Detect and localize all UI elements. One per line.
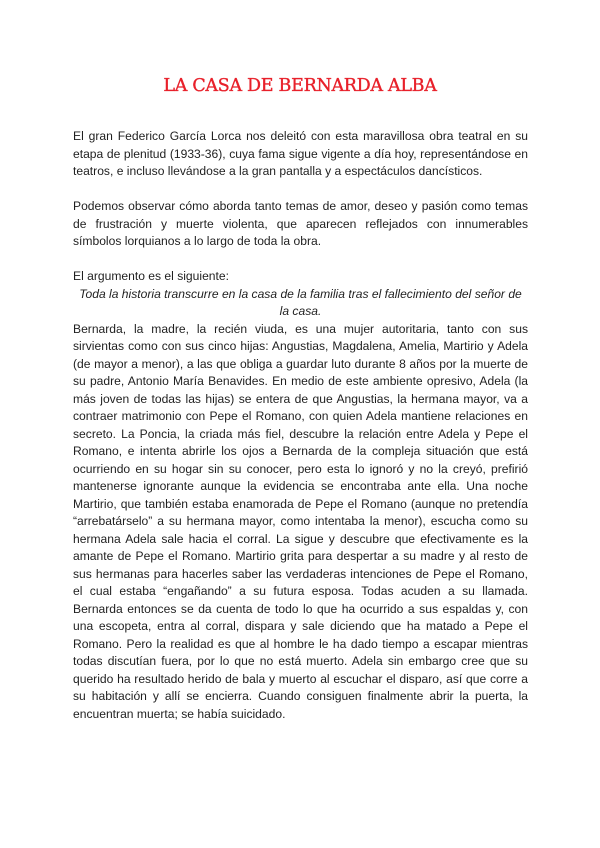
- document-title: LA CASA DE BERNARDA ALBA: [163, 76, 437, 96]
- paragraph-spacer: [73, 181, 528, 199]
- document-body: [73, 128, 528, 723]
- argument-intro: El argumento es el siguiente:: [73, 269, 229, 283]
- argument-quote: Toda la historia transcurre en la casa de la familia tras el fallecimiento del señor de la casa.: [79, 286, 522, 318]
- themes-paragraph: Podemos observar cómo aborda tanto temas de amor, deseo y pasión como temas de frustración y muerte violenta, que aparecen reflejados con innumerables símbolos lorquianos a lo largo de toda la obra.: [73, 199, 528, 248]
- paragraph-spacer: [73, 251, 528, 269]
- intro-paragraph: El gran Federico García Lorca nos deleitó con esta maravillosa obra teatral en su etapa de plenitud (1933-36), cuya fama sigue vigente a día hoy, representándose en teatros, e incluso llevándose a la gran pantalla y a espectáculos dancísticos.: [73, 129, 528, 178]
- plot-paragraph: Bernarda, la madre, la recién viuda, es una mujer autoritaria, tanto con sus sirvientas como con sus cinco hijas: Angustias, Magdalena, Amelia, Martirio y Adela (de mayor a menor), a las que obliga a guardar luto durante 8 años por la muerte de su padre, Antonio María Benavides. En medio de este ambiente opresivo, Adela (la más joven de todas las hijas) se entera de que Angustias, la hermana mayor, va a contraer matrimonio con Pepe el Romano, con quien Adela mantiene relaciones en secreto. La Poncia, la criada más fiel, descubre la relación entre Adela y Pepe el Romano, e intenta abrirle los ojos a Bernarda de la compleja situación que está ocurriendo en su hogar sin su conocer, pero esta lo ignoró y no la creyó, prefirió mantenerse ignorante aunque la evidencia se encontraba ante ella. Una noche Martirio, que también estaba enamorada de Pepe el Romano (aunque no pretendía “arrebatárselo” a su hermana mayor, como intentaba la menor), escucha como su hermana Adela sale hacia el corral. La sigue y descubre que efectivamente es la amante de Pepe el Romano. Martirio grita para despertar a su madre y al resto de sus hermanas para hacerles saber las verdaderas intenciones de Pepe el Romano, el cual estaba “engañando” a su futura esposa. Todas acuden a su llamada. Bernarda entonces se da cuenta de todo lo que ha ocurrido a sus espaldas y, con una escopeta, entra al corral, dispara y sale diciendo que ha matado a Pepe el Romano. Pero la realidad es que al hombre le ha dado tiempo a escapar mientras todas discutían fuera, por lo que no está muerto. Adela sin embargo cree que su querido ha resultado herido de bala y muerto al escuchar el disparo, así que corre a su habitación y allí se encierra. Cuando consiguen finalmente abrir la puerta, la encuentran muerta; se había suicidado.: [73, 321, 528, 721]
